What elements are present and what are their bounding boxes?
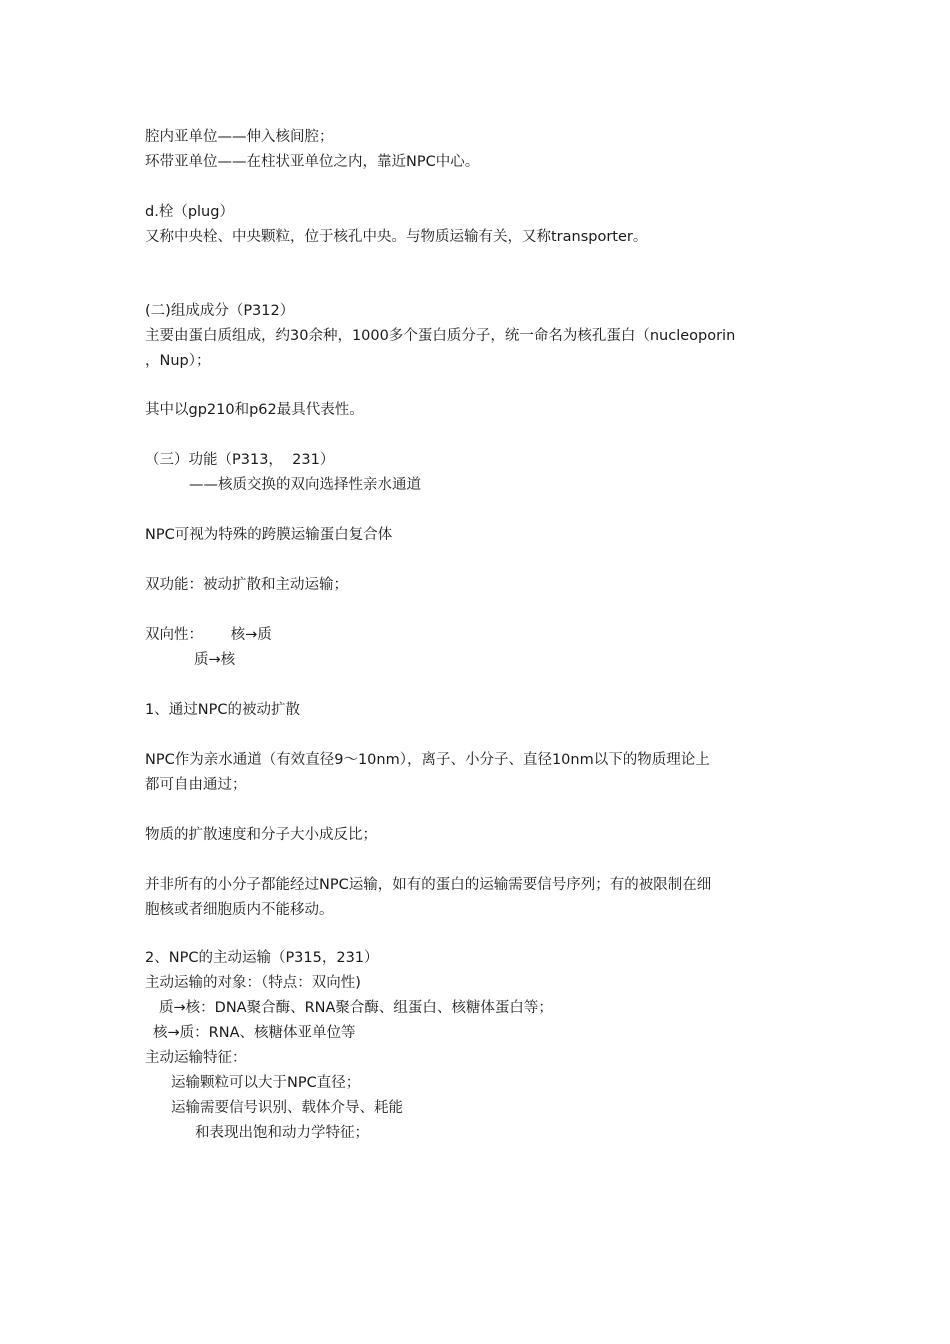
text-line: 核→质：RNA、核糖体亚单位等 (153, 1025, 356, 1041)
text-line: NPC可视为特殊的跨膜运输蛋白复合体 (145, 527, 393, 543)
text-line: 腔内亚单位——伸入核间腔； (145, 129, 334, 145)
text-line: 运输颗粒可以大于NPC直径； (171, 1075, 361, 1091)
text-line: 双向性： 核→质 (145, 627, 272, 643)
text-line: 质→核：DNA聚合酶、RNA聚合酶、组蛋白、核糖体蛋白等； (159, 1000, 553, 1016)
text-line: NPC作为亲水通道（有效直径9～10nm），离子、小分子、直径10nm以下的物质理论上 (145, 752, 710, 768)
text-line: 和表现出饱和动力学特征； (195, 1125, 369, 1141)
section-heading: 2、NPC的主动运输（P315，231） (145, 950, 379, 966)
text-line: 双功能：被动扩散和主动运输； (145, 577, 348, 593)
text-line: 质→核 (194, 652, 236, 668)
text-line: 主要由蛋白质组成，约30余种，1000多个蛋白质分子，统一命名为核孔蛋白（nucleoporin (145, 328, 736, 344)
text-line: 环带亚单位——在柱状亚单位之内，靠近NPC中心。 (145, 154, 480, 170)
text-line: ——核质交换的双向选择性亲水通道 (189, 477, 421, 493)
text-line: 主动运输的对象：（特点：双向性) (145, 975, 361, 991)
text-line: 其中以gp210和p62最具代表性。 (145, 402, 364, 418)
section-heading: (二)组成成分（P312） (145, 303, 295, 319)
text-line: 运输需要信号识别、载体介导、耗能 (171, 1100, 403, 1116)
text-line: 都可自由通过； (145, 777, 247, 793)
section-heading: （三）功能（P313， 231） (145, 452, 335, 468)
text-line: d.栓（plug） (145, 204, 234, 220)
section-heading: 1、通过NPC的被动扩散 (145, 702, 300, 718)
text-line: 并非所有的小分子都能经过NPC运输，如有的蛋白的运输需要信号序列；有的被限制在细 (145, 877, 712, 893)
text-line: 主动运输特征： (145, 1050, 247, 1066)
text-line: 又称中央栓、中央颗粒，位于核孔中央。与物质运输有关，又称transporter。 (145, 229, 648, 245)
text-line: ，Nup）； (145, 353, 211, 369)
text-line: 胞核或者细胞质内不能移动。 (145, 902, 334, 918)
text-line: 物质的扩散速度和分子大小成反比； (145, 827, 377, 843)
